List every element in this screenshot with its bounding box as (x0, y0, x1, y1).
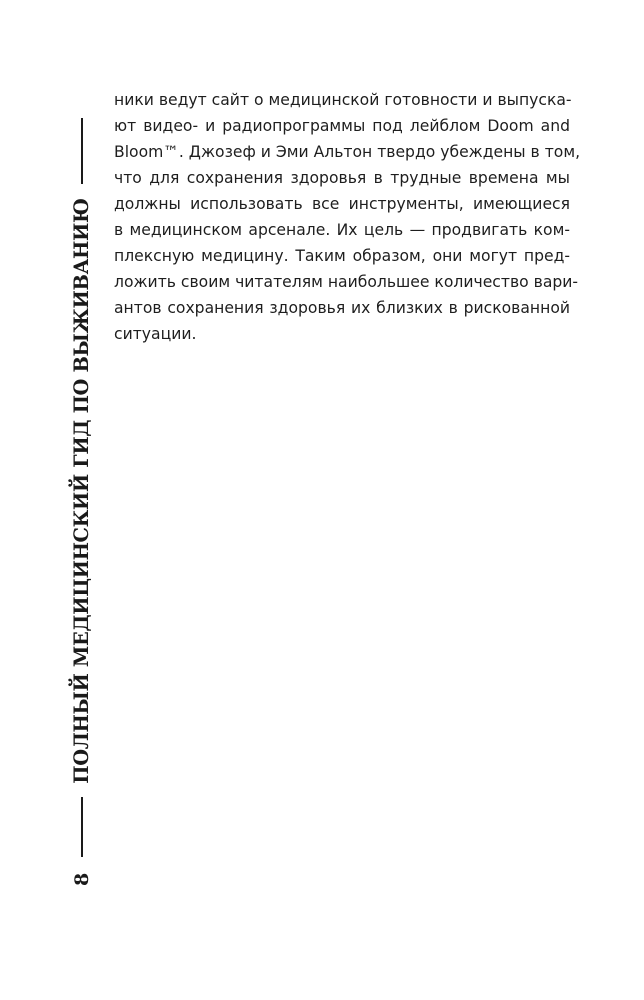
page-number: 8 (71, 872, 93, 886)
text-line: что для сохранения здоровья в трудные времена мы (114, 169, 570, 187)
running-head-title: ПОЛНЫЙ МЕДИЦИНСКИЙ ГИД ПО ВЫЖИВАНИЮ (70, 198, 93, 784)
text-line: антов сохранения здоровья их близких в рискованной (114, 299, 570, 317)
body-text (114, 87, 581, 347)
text-line: ложить своим читателям наибольшее количество вари- (114, 273, 579, 291)
text-line: Bloom™. Джозеф и Эми Альтон твердо убеждены в том, (114, 143, 581, 161)
text-line: ют видео- и радиопрограммы под лейблом Doom and (114, 117, 570, 135)
text-line: плексную медицину. Таким образом, они могут пред- (114, 247, 570, 265)
text-line: ники ведут сайт о медицинской готовности и выпуска- (114, 91, 572, 109)
text-line-last: ситуации. (114, 325, 197, 343)
running-head-rule-end (81, 118, 82, 184)
text-line: в медицинском арсенале. Их цель — продвигать ком- (114, 221, 570, 239)
text-line: должны использовать все инструменты, имеющиеся (114, 195, 570, 213)
running-head-rule-short (81, 797, 82, 857)
running-head (69, 86, 95, 886)
